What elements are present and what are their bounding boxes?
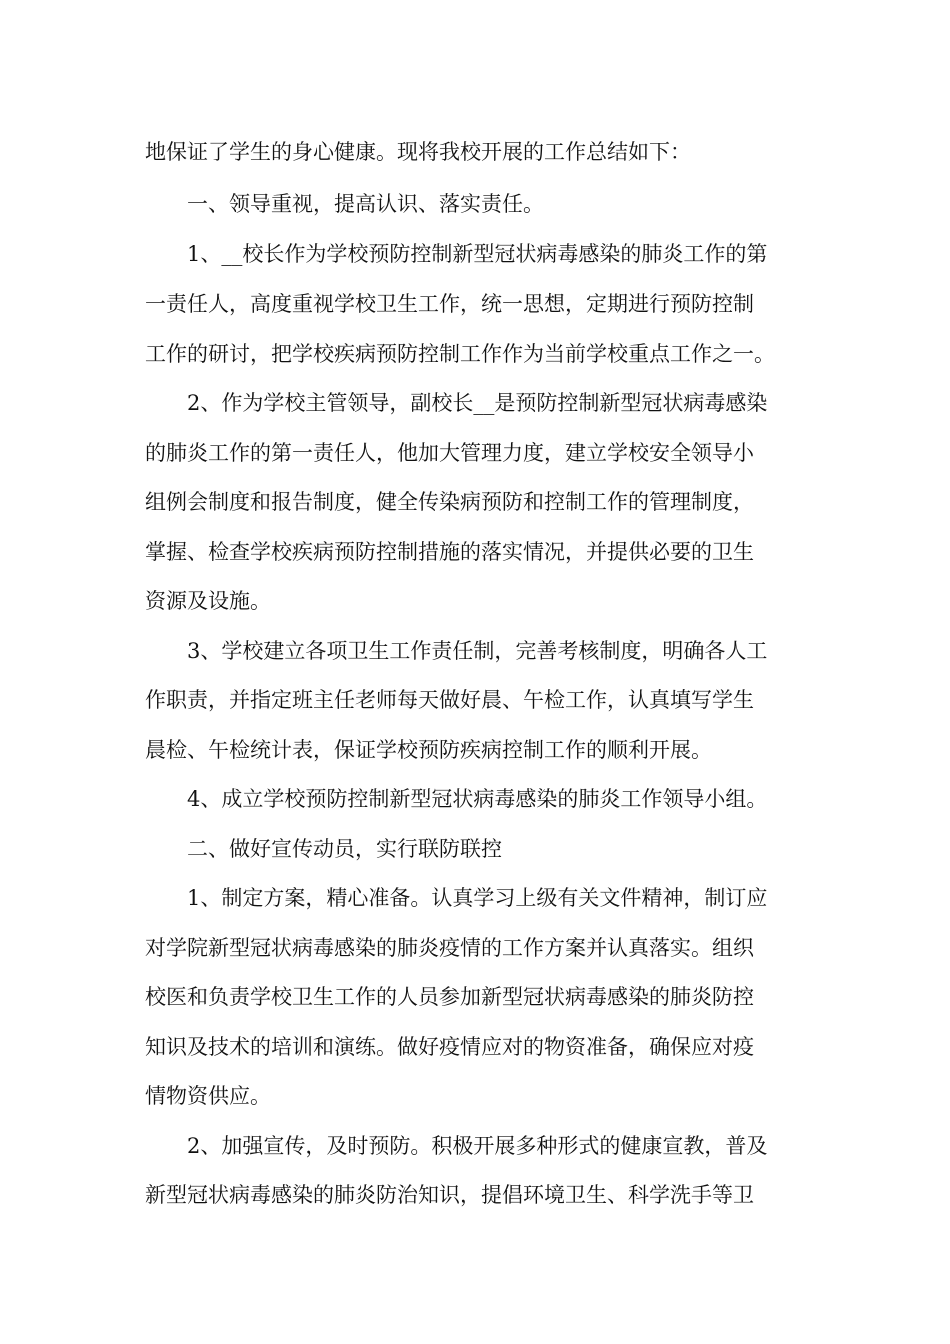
text-line-20: 情物资供应。 (145, 1084, 271, 1108)
text-line-5: 工作的研讨，把学校疾病预防控制工作作为当前学校重点工作之一。 (145, 342, 775, 366)
section-heading-2: 二、做好宣传动员，实行联防联控 (187, 837, 502, 861)
text-line-10: 资源及设施。 (145, 589, 271, 613)
text-line-22: 新型冠状病毒感染的肺炎防治知识，提倡环境卫生、科学洗手等卫 (145, 1183, 754, 1207)
text-line-6: 2、作为学校主管领导，副校长__是预防控制新型冠状病毒感染 (187, 391, 768, 415)
text-line-18: 校医和负责学校卫生工作的人员参加新型冠状病毒感染的肺炎防控 (145, 985, 754, 1009)
text-line-1: 地保证了学生的身心健康。现将我校开展的工作总结如下： (145, 140, 691, 164)
text-line-7: 的肺炎工作的第一责任人，他加大管理力度，建立学校安全领导小 (145, 441, 754, 465)
text-line-8: 组例会制度和报告制度，健全传染病预防和控制工作的管理制度， (145, 490, 754, 514)
text-line-17: 对学院新型冠状病毒感染的肺炎疫情的工作方案并认真落实。组织 (145, 936, 754, 960)
text-line-13: 晨检、午检统计表，保证学校预防疾病控制工作的顺利开展。 (145, 738, 712, 762)
text-line-19: 知识及技术的培训和演练。做好疫情应对的物资准备，确保应对疫 (145, 1035, 754, 1059)
section-heading-1: 一、领导重视，提高认识、落实责任。 (187, 192, 544, 216)
text-line-16: 1、制定方案，精心准备。认真学习上级有关文件精神，制订应 (187, 886, 768, 910)
text-line-3: 1、__校长作为学校预防控制新型冠状病毒感染的肺炎工作的第 (187, 242, 768, 266)
text-line-12: 作职责，并指定班主任老师每天做好晨、午检工作，认真填写学生 (145, 688, 754, 712)
text-line-9: 掌握、检查学校疾病预防控制措施的落实情况，并提供必要的卫生 (145, 540, 754, 564)
text-line-21: 2、加强宣传，及时预防。积极开展多种形式的健康宣教，普及 (187, 1134, 768, 1158)
text-line-4: 一责任人，高度重视学校卫生工作，统一思想，定期进行预防控制 (145, 292, 754, 316)
text-line-11: 3、学校建立各项卫生工作责任制，完善考核制度，明确各人工 (187, 639, 768, 663)
text-line-14: 4、成立学校预防控制新型冠状病毒感染的肺炎工作领导小组。 (187, 787, 768, 811)
